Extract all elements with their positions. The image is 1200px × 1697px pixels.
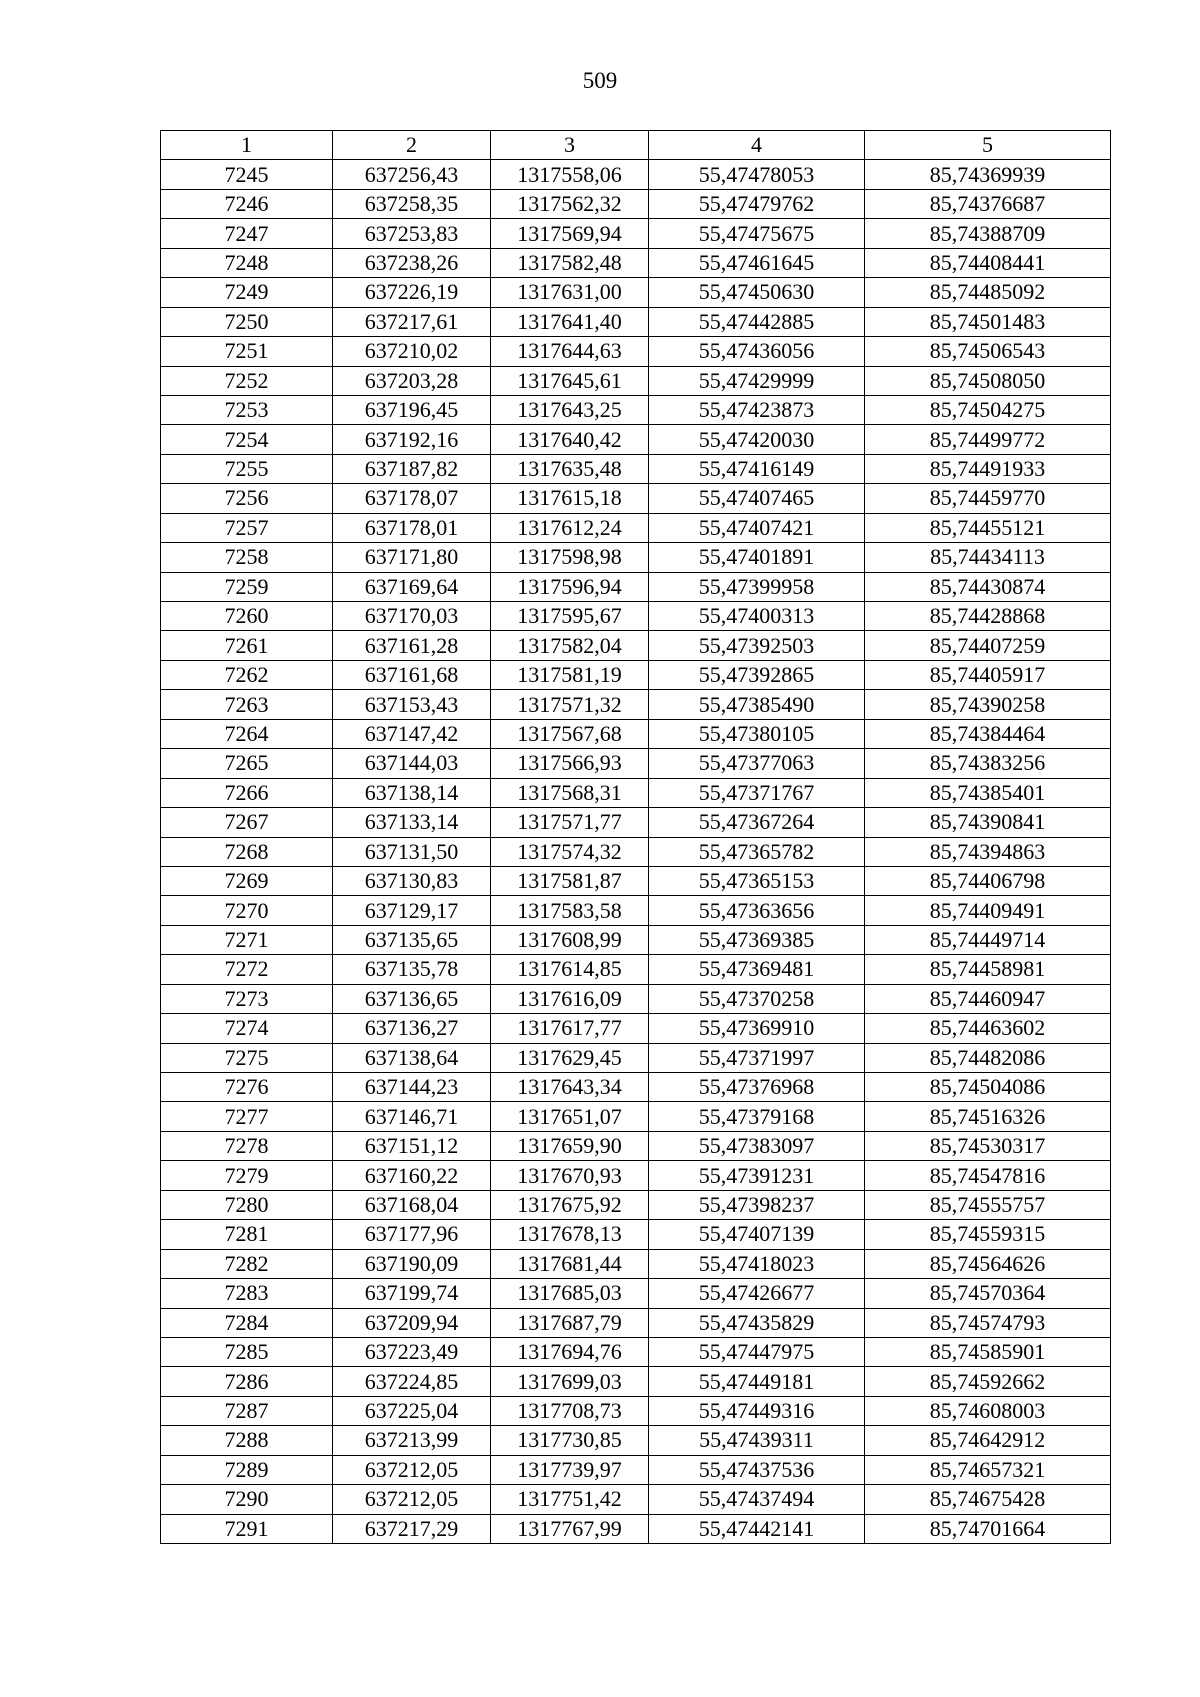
table-cell: 1317571,32 <box>491 690 649 719</box>
table-cell: 637129,17 <box>333 896 491 925</box>
table-cell: 637217,29 <box>333 1514 491 1543</box>
table-cell: 1317569,94 <box>491 219 649 248</box>
table-cell: 637135,65 <box>333 925 491 954</box>
table-cell: 85,74547816 <box>865 1161 1111 1190</box>
table-cell: 1317571,77 <box>491 808 649 837</box>
table-row <box>161 808 1111 837</box>
table-cell: 85,74449714 <box>865 925 1111 954</box>
table-cell: 637212,05 <box>333 1485 491 1514</box>
table-cell: 637225,04 <box>333 1396 491 1425</box>
table-cell: 1317567,68 <box>491 719 649 748</box>
table-row <box>161 837 1111 866</box>
table-cell: 637136,27 <box>333 1014 491 1043</box>
table-cell: 55,47370258 <box>649 984 865 1013</box>
table-cell: 1317699,03 <box>491 1367 649 1396</box>
table-cell: 7263 <box>161 690 333 719</box>
table-row <box>161 454 1111 483</box>
table-cell: 1317615,18 <box>491 484 649 513</box>
table-cell: 55,47392503 <box>649 631 865 660</box>
table-cell: 7278 <box>161 1131 333 1160</box>
table-cell: 1317595,67 <box>491 602 649 631</box>
table-cell: 7252 <box>161 366 333 395</box>
table-cell: 1317581,87 <box>491 866 649 895</box>
column-header: 5 <box>865 131 1111 160</box>
table-cell: 7250 <box>161 307 333 336</box>
table-row <box>161 160 1111 189</box>
table-row <box>161 395 1111 424</box>
table-cell: 7269 <box>161 866 333 895</box>
table-cell: 1317687,79 <box>491 1308 649 1337</box>
table-cell: 85,74564626 <box>865 1249 1111 1278</box>
table-cell: 637131,50 <box>333 837 491 866</box>
table-cell: 85,74460947 <box>865 984 1111 1013</box>
table-cell: 1317644,63 <box>491 337 649 366</box>
table-cell: 1317596,94 <box>491 572 649 601</box>
table-cell: 637213,99 <box>333 1426 491 1455</box>
table-cell: 637151,12 <box>333 1131 491 1160</box>
table-cell: 85,74369939 <box>865 160 1111 189</box>
table-cell: 85,74642912 <box>865 1426 1111 1455</box>
table-cell: 1317643,34 <box>491 1073 649 1102</box>
table-cell: 637138,14 <box>333 778 491 807</box>
table-cell: 85,74675428 <box>865 1485 1111 1514</box>
table-cell: 637178,01 <box>333 513 491 542</box>
table-row <box>161 307 1111 336</box>
table-cell: 85,74574793 <box>865 1308 1111 1337</box>
table-cell: 7270 <box>161 896 333 925</box>
table-cell: 1317558,06 <box>491 160 649 189</box>
table-cell: 55,47371767 <box>649 778 865 807</box>
table-cell: 637177,96 <box>333 1220 491 1249</box>
table-cell: 55,47435829 <box>649 1308 865 1337</box>
table-cell: 637138,64 <box>333 1043 491 1072</box>
table-cell: 85,74394863 <box>865 837 1111 866</box>
table-cell: 1317708,73 <box>491 1396 649 1425</box>
table-cell: 85,74499772 <box>865 425 1111 454</box>
table-cell: 55,47377063 <box>649 749 865 778</box>
table-cell: 55,47379168 <box>649 1102 865 1131</box>
table-cell: 637147,42 <box>333 719 491 748</box>
column-header: 2 <box>333 131 491 160</box>
table-row <box>161 955 1111 984</box>
table-cell: 85,74409491 <box>865 896 1111 925</box>
table-cell: 7254 <box>161 425 333 454</box>
table-cell: 7266 <box>161 778 333 807</box>
table-row <box>161 278 1111 307</box>
table-cell: 7275 <box>161 1043 333 1072</box>
table-cell: 7261 <box>161 631 333 660</box>
table-cell: 85,74485092 <box>865 278 1111 307</box>
table-cell: 637210,02 <box>333 337 491 366</box>
table-cell: 637226,19 <box>333 278 491 307</box>
table-cell: 85,74555757 <box>865 1190 1111 1219</box>
table-cell: 1317640,42 <box>491 425 649 454</box>
table-cell: 55,47442885 <box>649 307 865 336</box>
table-row <box>161 1073 1111 1102</box>
table-cell: 55,47376968 <box>649 1073 865 1102</box>
table-row <box>161 778 1111 807</box>
table-cell: 85,74459770 <box>865 484 1111 513</box>
table-cell: 7268 <box>161 837 333 866</box>
table-cell: 637212,05 <box>333 1455 491 1484</box>
table-cell: 7289 <box>161 1455 333 1484</box>
table-row <box>161 1514 1111 1543</box>
table-cell: 637253,83 <box>333 219 491 248</box>
table-cell: 55,47442141 <box>649 1514 865 1543</box>
table-cell: 85,74506543 <box>865 337 1111 366</box>
table-cell: 637161,28 <box>333 631 491 660</box>
table-cell: 85,74407259 <box>865 631 1111 660</box>
table-cell: 85,74559315 <box>865 1220 1111 1249</box>
table-cell: 55,47401891 <box>649 543 865 572</box>
table-cell: 1317635,48 <box>491 454 649 483</box>
table-cell: 637133,14 <box>333 808 491 837</box>
table-cell: 7277 <box>161 1102 333 1131</box>
table-cell: 55,47398237 <box>649 1190 865 1219</box>
table-cell: 1317675,92 <box>491 1190 649 1219</box>
table-row <box>161 896 1111 925</box>
table-cell: 1317681,44 <box>491 1249 649 1278</box>
table-cell: 55,47383097 <box>649 1131 865 1160</box>
table-cell: 7255 <box>161 454 333 483</box>
table-cell: 85,74405917 <box>865 660 1111 689</box>
table-cell: 7248 <box>161 248 333 277</box>
table-cell: 7288 <box>161 1426 333 1455</box>
table-cell: 85,74455121 <box>865 513 1111 542</box>
table-row <box>161 1161 1111 1190</box>
table-row <box>161 925 1111 954</box>
table-cell: 637171,80 <box>333 543 491 572</box>
table-row <box>161 1308 1111 1337</box>
table-cell: 55,47363656 <box>649 896 865 925</box>
table-cell: 637144,03 <box>333 749 491 778</box>
table-cell: 55,47369910 <box>649 1014 865 1043</box>
table-cell: 85,74385401 <box>865 778 1111 807</box>
table-cell: 637160,22 <box>333 1161 491 1190</box>
table-cell: 7251 <box>161 337 333 366</box>
table-cell: 1317751,42 <box>491 1485 649 1514</box>
table-cell: 1317614,85 <box>491 955 649 984</box>
table-cell: 7291 <box>161 1514 333 1543</box>
table-cell: 1317641,40 <box>491 307 649 336</box>
column-header: 4 <box>649 131 865 160</box>
table-cell: 7276 <box>161 1073 333 1102</box>
table-row <box>161 572 1111 601</box>
table-cell: 85,74390258 <box>865 690 1111 719</box>
table-cell: 637153,43 <box>333 690 491 719</box>
table-cell: 7283 <box>161 1279 333 1308</box>
table-cell: 55,47385490 <box>649 690 865 719</box>
table-cell: 85,74458981 <box>865 955 1111 984</box>
table-cell: 637238,26 <box>333 248 491 277</box>
table-cell: 55,47436056 <box>649 337 865 366</box>
table-cell: 637224,85 <box>333 1367 491 1396</box>
table-cell: 7273 <box>161 984 333 1013</box>
coordinates-table <box>160 130 1111 1544</box>
table-cell: 637144,23 <box>333 1073 491 1102</box>
table-cell: 85,74376687 <box>865 189 1111 218</box>
table-row <box>161 1337 1111 1366</box>
table-cell: 7265 <box>161 749 333 778</box>
table-cell: 1317678,13 <box>491 1220 649 1249</box>
table-row <box>161 1043 1111 1072</box>
page-number: 509 <box>582 68 618 93</box>
table-cell: 7285 <box>161 1337 333 1366</box>
table-cell: 55,47420030 <box>649 425 865 454</box>
table-cell: 85,74530317 <box>865 1131 1111 1160</box>
table-cell: 1317643,25 <box>491 395 649 424</box>
table-cell: 7290 <box>161 1485 333 1514</box>
table-cell: 7272 <box>161 955 333 984</box>
table-row <box>161 1102 1111 1131</box>
table-cell: 1317685,03 <box>491 1279 649 1308</box>
table-row <box>161 1367 1111 1396</box>
table-cell: 7264 <box>161 719 333 748</box>
table-cell: 7256 <box>161 484 333 513</box>
table-cell: 85,74390841 <box>865 808 1111 837</box>
table-cell: 85,74516326 <box>865 1102 1111 1131</box>
table-cell: 1317612,24 <box>491 513 649 542</box>
table-cell: 85,74406798 <box>865 866 1111 895</box>
table-cell: 55,47423873 <box>649 395 865 424</box>
table-cell: 7281 <box>161 1220 333 1249</box>
table-cell: 55,47365782 <box>649 837 865 866</box>
table-cell: 7257 <box>161 513 333 542</box>
table-cell: 1317583,58 <box>491 896 649 925</box>
table-cell: 55,47407139 <box>649 1220 865 1249</box>
table-row <box>161 602 1111 631</box>
table-cell: 7247 <box>161 219 333 248</box>
table-cell: 7287 <box>161 1396 333 1425</box>
table-cell: 55,47392865 <box>649 660 865 689</box>
column-header: 1 <box>161 131 333 160</box>
table-cell: 1317694,76 <box>491 1337 649 1366</box>
table-cell: 7262 <box>161 660 333 689</box>
table-row <box>161 1190 1111 1219</box>
table-cell: 637136,65 <box>333 984 491 1013</box>
table-cell: 85,74434113 <box>865 543 1111 572</box>
table-row <box>161 1014 1111 1043</box>
table-cell: 1317616,09 <box>491 984 649 1013</box>
table-cell: 55,47439311 <box>649 1426 865 1455</box>
table-cell: 85,74657321 <box>865 1455 1111 1484</box>
table-cell: 85,74701664 <box>865 1514 1111 1543</box>
table-cell: 637170,03 <box>333 602 491 631</box>
table-row <box>161 1279 1111 1308</box>
table-cell: 7279 <box>161 1161 333 1190</box>
table-cell: 85,74608003 <box>865 1396 1111 1425</box>
table-cell: 85,74408441 <box>865 248 1111 277</box>
table-cell: 1317574,32 <box>491 837 649 866</box>
table-cell: 85,74585901 <box>865 1337 1111 1366</box>
table-cell: 55,47475675 <box>649 219 865 248</box>
table-cell: 55,47407465 <box>649 484 865 513</box>
table-cell: 55,47369481 <box>649 955 865 984</box>
table-cell: 7245 <box>161 160 333 189</box>
table-cell: 85,74491933 <box>865 454 1111 483</box>
table-cell: 1317568,31 <box>491 778 649 807</box>
table-cell: 1317670,93 <box>491 1161 649 1190</box>
table-row <box>161 543 1111 572</box>
table-cell: 7267 <box>161 808 333 837</box>
table-cell: 1317730,85 <box>491 1426 649 1455</box>
table-cell: 637135,78 <box>333 955 491 984</box>
table-cell: 7284 <box>161 1308 333 1337</box>
table-cell: 637168,04 <box>333 1190 491 1219</box>
table-cell: 55,47369385 <box>649 925 865 954</box>
table-cell: 55,47380105 <box>649 719 865 748</box>
table-row <box>161 337 1111 366</box>
table-cell: 637196,45 <box>333 395 491 424</box>
table-cell: 637209,94 <box>333 1308 491 1337</box>
table-cell: 55,47400313 <box>649 602 865 631</box>
table-cell: 55,47461645 <box>649 248 865 277</box>
table-cell: 55,47449181 <box>649 1367 865 1396</box>
table-row <box>161 719 1111 748</box>
table-cell: 7249 <box>161 278 333 307</box>
table-row <box>161 984 1111 1013</box>
table-row <box>161 631 1111 660</box>
table-cell: 55,47450630 <box>649 278 865 307</box>
table-cell: 637190,09 <box>333 1249 491 1278</box>
table-row <box>161 1220 1111 1249</box>
table-cell: 7271 <box>161 925 333 954</box>
table-row <box>161 1485 1111 1514</box>
table-row <box>161 1396 1111 1425</box>
table-cell: 637258,35 <box>333 189 491 218</box>
table-cell: 1317617,77 <box>491 1014 649 1043</box>
table-cell: 1317598,98 <box>491 543 649 572</box>
table-cell: 637187,82 <box>333 454 491 483</box>
table-row <box>161 1249 1111 1278</box>
table-cell: 637217,61 <box>333 307 491 336</box>
table-cell: 55,47391231 <box>649 1161 865 1190</box>
table-cell: 7286 <box>161 1367 333 1396</box>
table-cell: 637192,16 <box>333 425 491 454</box>
table-cell: 55,47478053 <box>649 160 865 189</box>
table-cell: 55,47399958 <box>649 572 865 601</box>
table-cell: 55,47437494 <box>649 1485 865 1514</box>
table-cell: 85,74592662 <box>865 1367 1111 1396</box>
table-cell: 637203,28 <box>333 366 491 395</box>
table-cell: 1317659,90 <box>491 1131 649 1160</box>
table-cell: 85,74383256 <box>865 749 1111 778</box>
table-cell: 637169,64 <box>333 572 491 601</box>
table-cell: 1317581,19 <box>491 660 649 689</box>
column-header: 3 <box>491 131 649 160</box>
table-cell: 85,74504275 <box>865 395 1111 424</box>
table-cell: 637161,68 <box>333 660 491 689</box>
table-cell: 1317608,99 <box>491 925 649 954</box>
table-cell: 1317631,00 <box>491 278 649 307</box>
table-cell: 55,47429999 <box>649 366 865 395</box>
table-cell: 55,47426677 <box>649 1279 865 1308</box>
table-row <box>161 690 1111 719</box>
table-cell: 637178,07 <box>333 484 491 513</box>
table-cell: 85,74428868 <box>865 602 1111 631</box>
table-cell: 85,74570364 <box>865 1279 1111 1308</box>
table-cell: 55,47437536 <box>649 1455 865 1484</box>
table-cell: 1317582,48 <box>491 248 649 277</box>
table-cell: 1317645,61 <box>491 366 649 395</box>
table-cell: 55,47365153 <box>649 866 865 895</box>
table-cell: 85,74501483 <box>865 307 1111 336</box>
table-cell: 7260 <box>161 602 333 631</box>
table-cell: 1317562,32 <box>491 189 649 218</box>
table-row <box>161 866 1111 895</box>
table-cell: 55,47447975 <box>649 1337 865 1366</box>
table-cell: 1317629,45 <box>491 1043 649 1072</box>
table-cell: 7258 <box>161 543 333 572</box>
table-cell: 637130,83 <box>333 866 491 895</box>
table-cell: 85,74463602 <box>865 1014 1111 1043</box>
table-cell: 7259 <box>161 572 333 601</box>
table-cell: 637146,71 <box>333 1102 491 1131</box>
table-body <box>161 160 1111 1544</box>
table-cell: 85,74430874 <box>865 572 1111 601</box>
table-cell: 55,47479762 <box>649 189 865 218</box>
table-cell: 7280 <box>161 1190 333 1219</box>
table-row <box>161 1426 1111 1455</box>
table-row <box>161 484 1111 513</box>
table-cell: 1317651,07 <box>491 1102 649 1131</box>
table-cell: 55,47407421 <box>649 513 865 542</box>
table-cell: 85,74384464 <box>865 719 1111 748</box>
table-cell: 7253 <box>161 395 333 424</box>
table-cell: 1317739,97 <box>491 1455 649 1484</box>
table-cell: 85,74482086 <box>865 1043 1111 1072</box>
table-cell: 637223,49 <box>333 1337 491 1366</box>
table-row <box>161 219 1111 248</box>
table-cell: 7274 <box>161 1014 333 1043</box>
table-cell: 55,47449316 <box>649 1396 865 1425</box>
table-row <box>161 189 1111 218</box>
table-cell: 7246 <box>161 189 333 218</box>
table-cell: 7282 <box>161 1249 333 1278</box>
table-row <box>161 513 1111 542</box>
table-row <box>161 660 1111 689</box>
table-row <box>161 1455 1111 1484</box>
table-cell: 1317566,93 <box>491 749 649 778</box>
table-cell: 1317582,04 <box>491 631 649 660</box>
table-row <box>161 366 1111 395</box>
table-row <box>161 749 1111 778</box>
table-cell: 85,74388709 <box>865 219 1111 248</box>
table-row <box>161 248 1111 277</box>
table-cell: 637199,74 <box>333 1279 491 1308</box>
table-cell: 55,47416149 <box>649 454 865 483</box>
table-row <box>161 1131 1111 1160</box>
table-cell: 55,47367264 <box>649 808 865 837</box>
table-cell: 85,74504086 <box>865 1073 1111 1102</box>
table-cell: 55,47371997 <box>649 1043 865 1072</box>
table-header-row <box>161 131 1111 160</box>
table-row <box>161 425 1111 454</box>
table-cell: 637256,43 <box>333 160 491 189</box>
table-cell: 85,74508050 <box>865 366 1111 395</box>
table-cell: 55,47418023 <box>649 1249 865 1278</box>
table-cell: 1317767,99 <box>491 1514 649 1543</box>
